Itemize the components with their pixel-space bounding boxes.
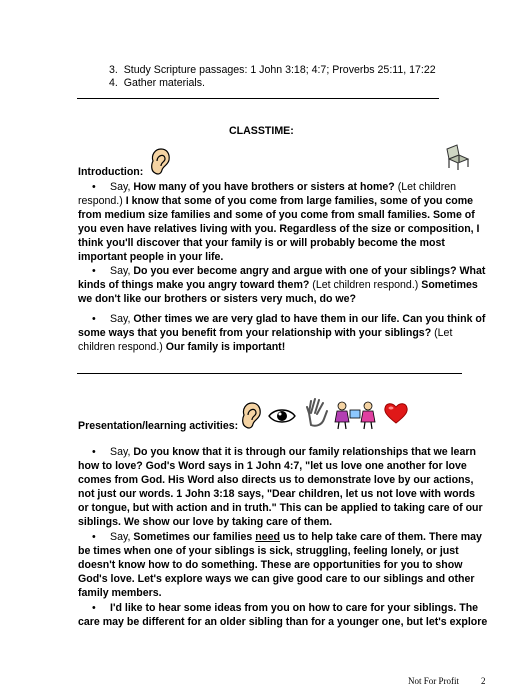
presentation-paragraph-1 [78,445,488,529]
plain-text: (Let children respond.) [312,279,419,291]
say-label: Say, [110,531,131,543]
list-item-3 [109,63,436,77]
classtime-heading: CLASSTIME: [229,125,294,137]
children-sharing-icon [333,400,377,430]
presentation-heading: Presentation/learning activities: [78,420,239,432]
chair-icon [443,143,471,171]
divider [77,373,462,374]
list-text: Gather materials. [123,77,205,89]
footer-text: Not For Profit [408,676,460,686]
bold-text: Our family is important! [165,341,286,353]
page-number: 2 [481,676,486,686]
list-item-4 [109,76,205,90]
heart-icon [383,401,409,425]
intro-paragraph-3 [78,312,488,354]
ear-icon [149,147,171,177]
bold-text: I know that some of you come from large families, some of you come from medium size families and some of you come from small families. Some of you even have relatives living with you. Regardless of the size or composition, I think you'll discover that your family is or will probably become the most important people in your life. [78,195,480,263]
say-label: Say, [110,265,131,277]
bold-text: Sometimes our families [133,531,253,543]
bullet: • [92,265,96,277]
plain-text: (Let children respond.) [78,181,456,207]
bold-text: How many of you have brothers or sisters at home? [133,181,395,193]
bullet: • [92,181,96,193]
say-label: Say, [110,181,131,193]
list-number: 3. [109,64,118,76]
bullet: • [92,446,96,458]
bold-text: Do you know that it is through our family relationships that we learn how to love? God's Word says in 1 John 4:7, "let us love one another for love comes from God. His Word also directs us to demonstrate love by our actions, not just our words. 1 John 3:18 says, "Dear children, let us not love with words or tongue, but with action and in truth." This can be applied to taking care of our siblings. We show our love by taking care of them. [78,446,483,528]
eye-icon [267,407,297,425]
underlined-text: need [255,531,280,543]
presentation-paragraph-2 [78,530,488,600]
list-text: Study Scripture passages: 1 John 3:18; 4:7; Proverbs 25:11, 17:22 [123,64,436,76]
bold-text: Do you ever become angry and argue with one of your siblings? What kinds of things make you angry toward them? [78,265,486,291]
bullet: • [92,313,96,325]
bold-text: Other times we are very glad to have them in our life. Can you think of some ways that you benefit from your relationship with your siblings? [78,313,486,339]
intro-paragraph-1 [78,180,488,264]
list-number: 4. [109,77,118,89]
hand-icon [304,397,330,427]
bold-text: Sometimes we don't like our brothers or sisters very much, do we? [78,279,478,305]
bold-text: us to help take care of them. There may be times when one of your siblings is sick, struggling, feeling lonely, or just doesn't know how to do something. These are opportunities for you to show God's love. Let's explore ways we can give good care to our siblings and other family members. [78,531,482,599]
plain-text: (Let children respond.) [78,327,453,353]
ear-icon [240,401,262,431]
bold-text: I'd like to hear some ideas from you on how to care for your siblings. The care may be different for an older sibling than for a younger one, but let's explore [78,602,488,628]
bullet: • [92,602,96,614]
divider [77,98,439,99]
bullet: • [92,531,96,543]
say-label: Say, [110,313,131,325]
presentation-paragraph-3 [78,601,488,629]
intro-paragraph-2 [78,264,488,306]
introduction-heading: Introduction: [78,166,144,178]
say-label: Say, [110,446,131,458]
